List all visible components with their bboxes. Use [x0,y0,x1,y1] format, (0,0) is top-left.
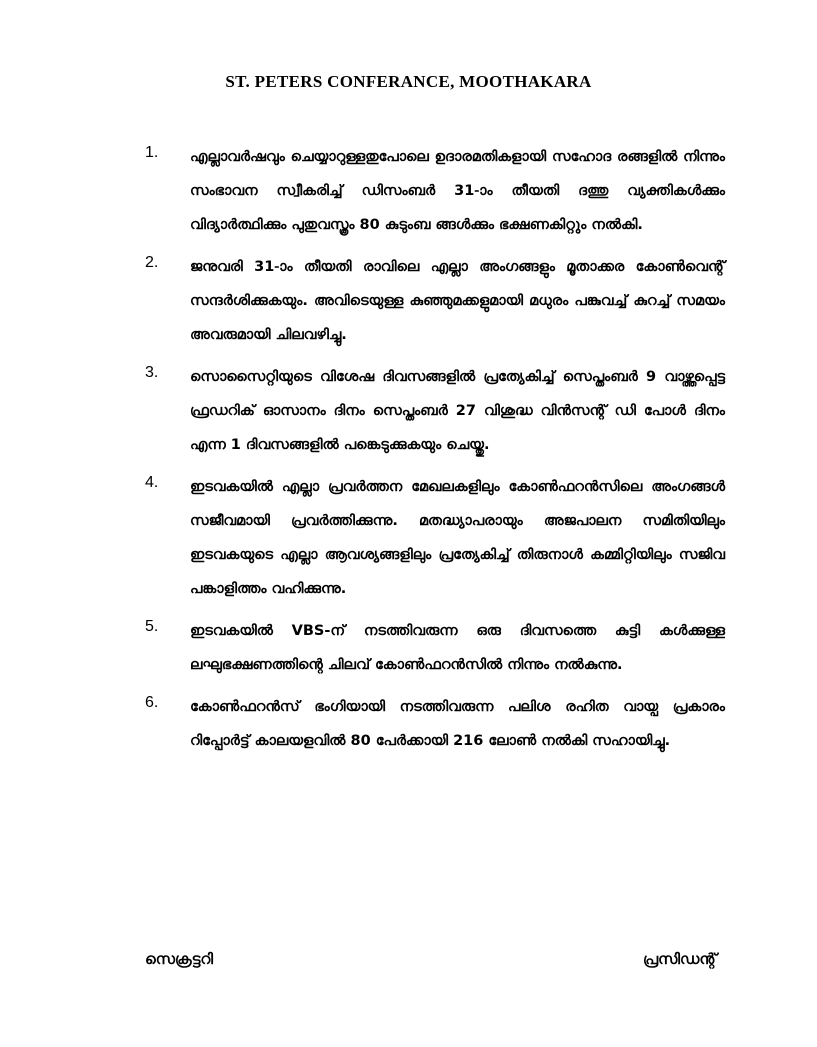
report-list [145,140,725,766]
item-number: 6. [145,694,159,711]
item-number: 5. [145,618,159,635]
list-item [145,140,725,242]
secretary-signature-label: സെക്രട്ടറി [145,950,213,968]
president-signature-label: പ്രസിഡന്റ് [643,950,717,968]
item-text: സൊസൈറ്റിയുടെ വിശേഷ ദിവസങ്ങളിൽ പ്രത്യേകിച്ച് സെപ്തംബർ 9 വാഴ്ത്തപ്പെട്ട ഫ്രഡറിക് ഓസാനം ദിനം സെപ്തംബർ 27 വിശുദ്ധ വിൻസന്റ് ഡി പോൾ ദിനം എന്ന 1 ദിവസങ്ങളിൽ പങ്കെടുക്കുകയും ചെയ്തു. [190,369,725,453]
item-number: 2. [145,254,159,271]
list-item [145,614,725,682]
item-text: കോൺഫറൻസ് ഭംഗിയായി നടത്തിവരുന്ന പലിശ രഹിത വായ്പ പ്രകാരം റിപ്പോർട്ട് കാലയളവിൽ 80 പേർക്കായി 216 ലോൺ നൽകി സഹായിച്ചു. [190,699,725,749]
item-number: 1. [145,144,159,161]
item-number: 3. [145,364,159,381]
item-text: ഇടവകയിൽ VBS-ന് നടത്തിവരുന്ന ഒരു ദിവസത്തെ കുട്ടി കൾക്കുള്ള ലഘുഭക്ഷണത്തിന്റെ ചിലവ് കോൺഫറൻസിൽ നിന്നും നൽകുന്നു. [190,623,725,673]
item-text: എല്ലാവർഷവും ചെയ്യാറുള്ളതുപോലെ ഉദാരമതികളായി സഹോദ രങ്ങളിൽ നിന്നും സംഭാവന സ്വീകരിച്ച് ഡിസംബർ 31-ാം തീയതി ദത്തു വ്യക്തികൾക്കും വിദ്യാർത്ഥിക്കും പുതുവസ്ത്രം 80 കുടുംബ ങ്ങൾക്കും ഭക്ഷണകിറ്റും നൽകി. [190,149,725,233]
item-number: 4. [145,474,159,491]
document-title: ST. PETERS CONFERANCE, MOOTHAKARA [225,72,592,91]
item-text: ഇടവകയിൽ എല്ലാ പ്രവർത്തന മേഖലകളിലും കോൺഫറൻസിലെ അംഗങ്ങൾ സജീവമായി പ്രവർത്തിക്കുന്നു. മതദ്ധ്യാപരായും അജപാലന സമിതിയിലും ഇടവകയുടെ എല്ലാ ആവശ്യങ്ങളിലും പ്രത്യേകിച്ച് തിരുനാൾ കമ്മിറ്റിയിലും സജിവ പങ്കാളിത്തം വഹിക്കുന്നു. [190,479,725,597]
list-item [145,250,725,352]
list-item [145,690,725,758]
item-text: ജനുവരി 31-ാം തീയതി രാവിലെ എല്ലാ അംഗങ്ങളും മൂതാക്കര കോൺവെന്റ് സന്ദർശിക്കുകയും. അവിടെയുള്ള കുഞ്ഞുമക്കളുമായി മധുരം പങ്കുവച്ച് കുറച്ച് സമയം അവരുമായി ചിലവഴിച്ചു. [190,259,725,343]
list-item [145,470,725,606]
list-item [145,360,725,462]
